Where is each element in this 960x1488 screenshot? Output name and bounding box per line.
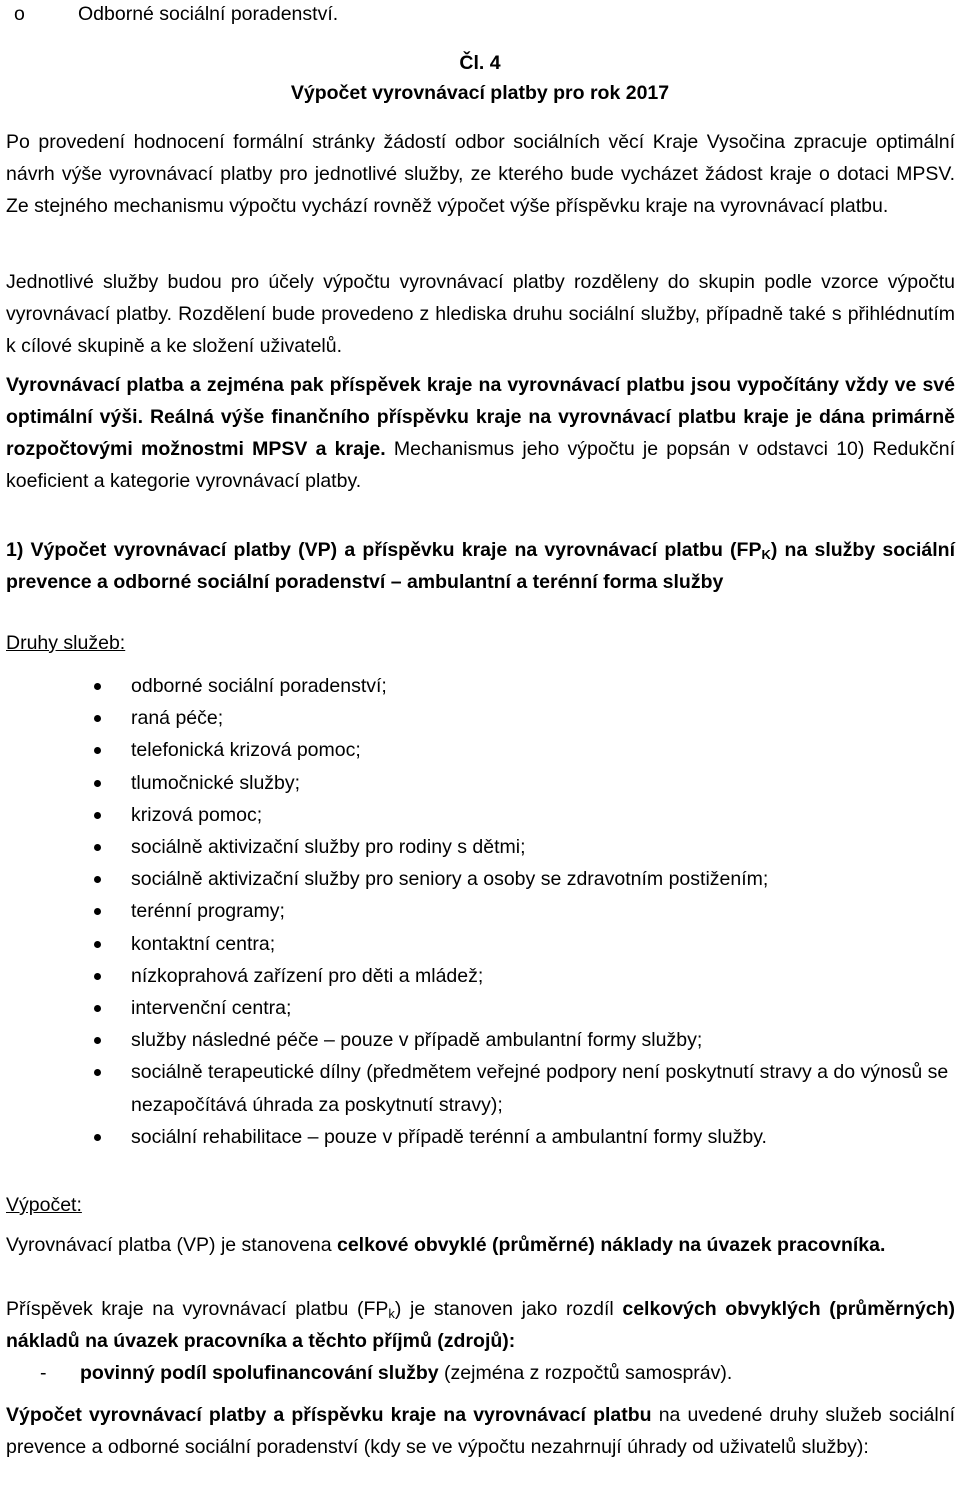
section-heading-subscript: K (761, 547, 771, 562)
fp-text-normal: Příspěvek kraje na vyrovnávací platbu (FP (6, 1298, 389, 1320)
service-list-item-text: telefonická krizová pomoc; (131, 739, 361, 762)
service-list-item (0, 960, 955, 992)
service-list-item-text: raná péče; (131, 707, 224, 730)
service-list-item (0, 702, 955, 734)
bullet-icon (94, 1037, 101, 1044)
section-heading (6, 534, 955, 598)
service-types-label: Druhy služeb: (6, 632, 126, 654)
service-list-item (0, 734, 955, 766)
service-list-item-text: odborné sociální poradenství; (131, 675, 387, 697)
service-list-item-text: nízkoprahová zařízení pro děti a mládež; (131, 964, 484, 987)
bullet-icon (94, 1069, 101, 1076)
fp-text-bold: celkových obvyklých (průměrných) nákladů na úvazek pracovníka a těchto příjmů (zdrojů): (6, 1298, 955, 1352)
list-item-counseling (14, 0, 338, 30)
fp-text-normal-2: ) je stanoven jako rozdíl (394, 1298, 623, 1320)
bullet-icon (94, 941, 101, 948)
paragraph-intro: Po provedení hodnocení formální stránky žádostí odbor sociálních věcí Kraje Vysočina zpracuje optimální návrh výše vyrovnávací platby pro jednotlivé služby, ze kterého bude vycházet žádost kraje o dotaci MPSV. Ze stejného mechanismu výpočtu vychází rovněž výpočet výše příspěvku kraje na vyrovnávací platbu. (6, 131, 955, 217)
service-list-item (0, 992, 955, 1024)
paragraph-vp-definition (6, 1229, 955, 1261)
fp-subscript: k (388, 1306, 395, 1321)
paragraph-fp-definition (6, 1293, 955, 1357)
vp-text-bold: celkové obvyklé (průměrné) náklady na úvazek pracovníka. (336, 1234, 886, 1256)
service-list-item (0, 670, 955, 702)
section-heading-part-b: ) na služby sociální prevence a odborné sociální poradenství – ambulantní a terénní forma služby (6, 539, 955, 593)
bullet-icon (94, 1134, 101, 1141)
service-list-item (0, 1056, 955, 1120)
service-list-item-text: kontaktní centra; (131, 932, 276, 955)
bullet-icon (94, 973, 101, 980)
bullet-icon (94, 715, 101, 722)
service-list-item (0, 799, 955, 831)
dash-list-item (40, 1357, 732, 1389)
vp-text-normal: Vyrovnávací platba (VP) je stanovena (6, 1234, 337, 1256)
paragraph-bold-part: Vyrovnávací platba a zejména pak příspěvek kraje na vyrovnávací platbu jsou vypočítány vždy ve své optimální výši. Reálná výše finančního příspěvku kraje na vyrovnávací platbu kraje je dána primárně rozpočtovými možnostmi MPSV a kraje. (6, 374, 955, 460)
service-list-item-text: sociálně terapeutické dílny (předmětem veřejné podpory není poskytnutí stravy a do výnosů se nezapočítává úhrada za poskytnutí stravy); (131, 1061, 949, 1116)
service-list-item-text: sociálně aktivizační služby pro rodiny s dětmi; (131, 836, 526, 859)
service-list-item (0, 928, 955, 960)
final-normal: na uvedené druhy služeb sociální prevence a odborné sociální poradenství (kdy se ve výpočtu nezahrnují úhrady od uživatelů služby): (6, 1404, 955, 1458)
service-list-item-text: terénní programy; (131, 900, 285, 923)
bullet-icon (94, 908, 101, 915)
paragraph-normal-part: Mechanismus jeho výpočtu je popsán v odstavci 10) Redukční koeficient a kategorie vyrovnávací platby. (6, 438, 955, 492)
dash-item-normal: (zejména z rozpočtů samospráv). (438, 1362, 733, 1384)
article-number: Čl. 4 (459, 52, 501, 74)
paragraph-groups: Jednotlivé služby budou pro účely výpočtu vyrovnávací platby rozděleny do skupin podle vzorce výpočtu vyrovnávací platby. Rozdělení bude provedeno z hlediska druhu sociální služby, případně také s přihlédnutím k cílové skupině a ke složení uživatelů. (6, 271, 955, 357)
bullet-icon (94, 876, 101, 883)
dash-item-bold: povinný podíl spolufinancování služby (80, 1362, 439, 1384)
service-list-item-text: služby následné péče – pouze v případě ambulantní formy služby; (131, 1029, 703, 1052)
bullet-icon (94, 683, 101, 690)
dash-marker: - (40, 1362, 47, 1384)
service-list-item (0, 1024, 955, 1056)
service-list-item-text: sociálně aktivizační služby pro seniory a osoby se zdravotním postižením; (131, 868, 769, 891)
paragraph-final-calc (6, 1399, 955, 1463)
service-list-item-text: intervenční centra; (131, 997, 292, 1020)
service-list-item (0, 1121, 955, 1153)
service-list-item (0, 831, 955, 863)
paragraph-optimal-amount (6, 369, 955, 497)
service-list-item (0, 895, 955, 927)
bullet-icon (94, 1005, 101, 1012)
service-list-item-text: tlumočnické služby; (131, 771, 301, 794)
service-list-item (0, 863, 955, 895)
service-types-list (0, 670, 960, 1153)
bullet-icon (94, 812, 101, 819)
circle-bullet-marker: o (14, 3, 25, 25)
bullet-icon (94, 747, 101, 754)
section-heading-part-a: 1) Výpočet vyrovnávací platby (VP) a příspěvku kraje na vyrovnávací platbu (FP (6, 539, 762, 561)
bullet-icon (94, 780, 101, 787)
service-list-item-text: krizová pomoc; (131, 803, 263, 826)
service-list-item-text: sociální rehabilitace – pouze v případě terénní a ambulantní formy služby. (131, 1125, 767, 1148)
final-bold: Výpočet vyrovnávací platby a příspěvku kraje na vyrovnávací platbu (6, 1404, 652, 1426)
bullet-icon (94, 844, 101, 851)
list-item-text: Odborné sociální poradenství. (78, 3, 339, 25)
service-list-item (0, 767, 955, 799)
article-title: Výpočet vyrovnávací platby pro rok 2017 (290, 82, 670, 104)
calculation-label: Výpočet: (6, 1194, 82, 1216)
